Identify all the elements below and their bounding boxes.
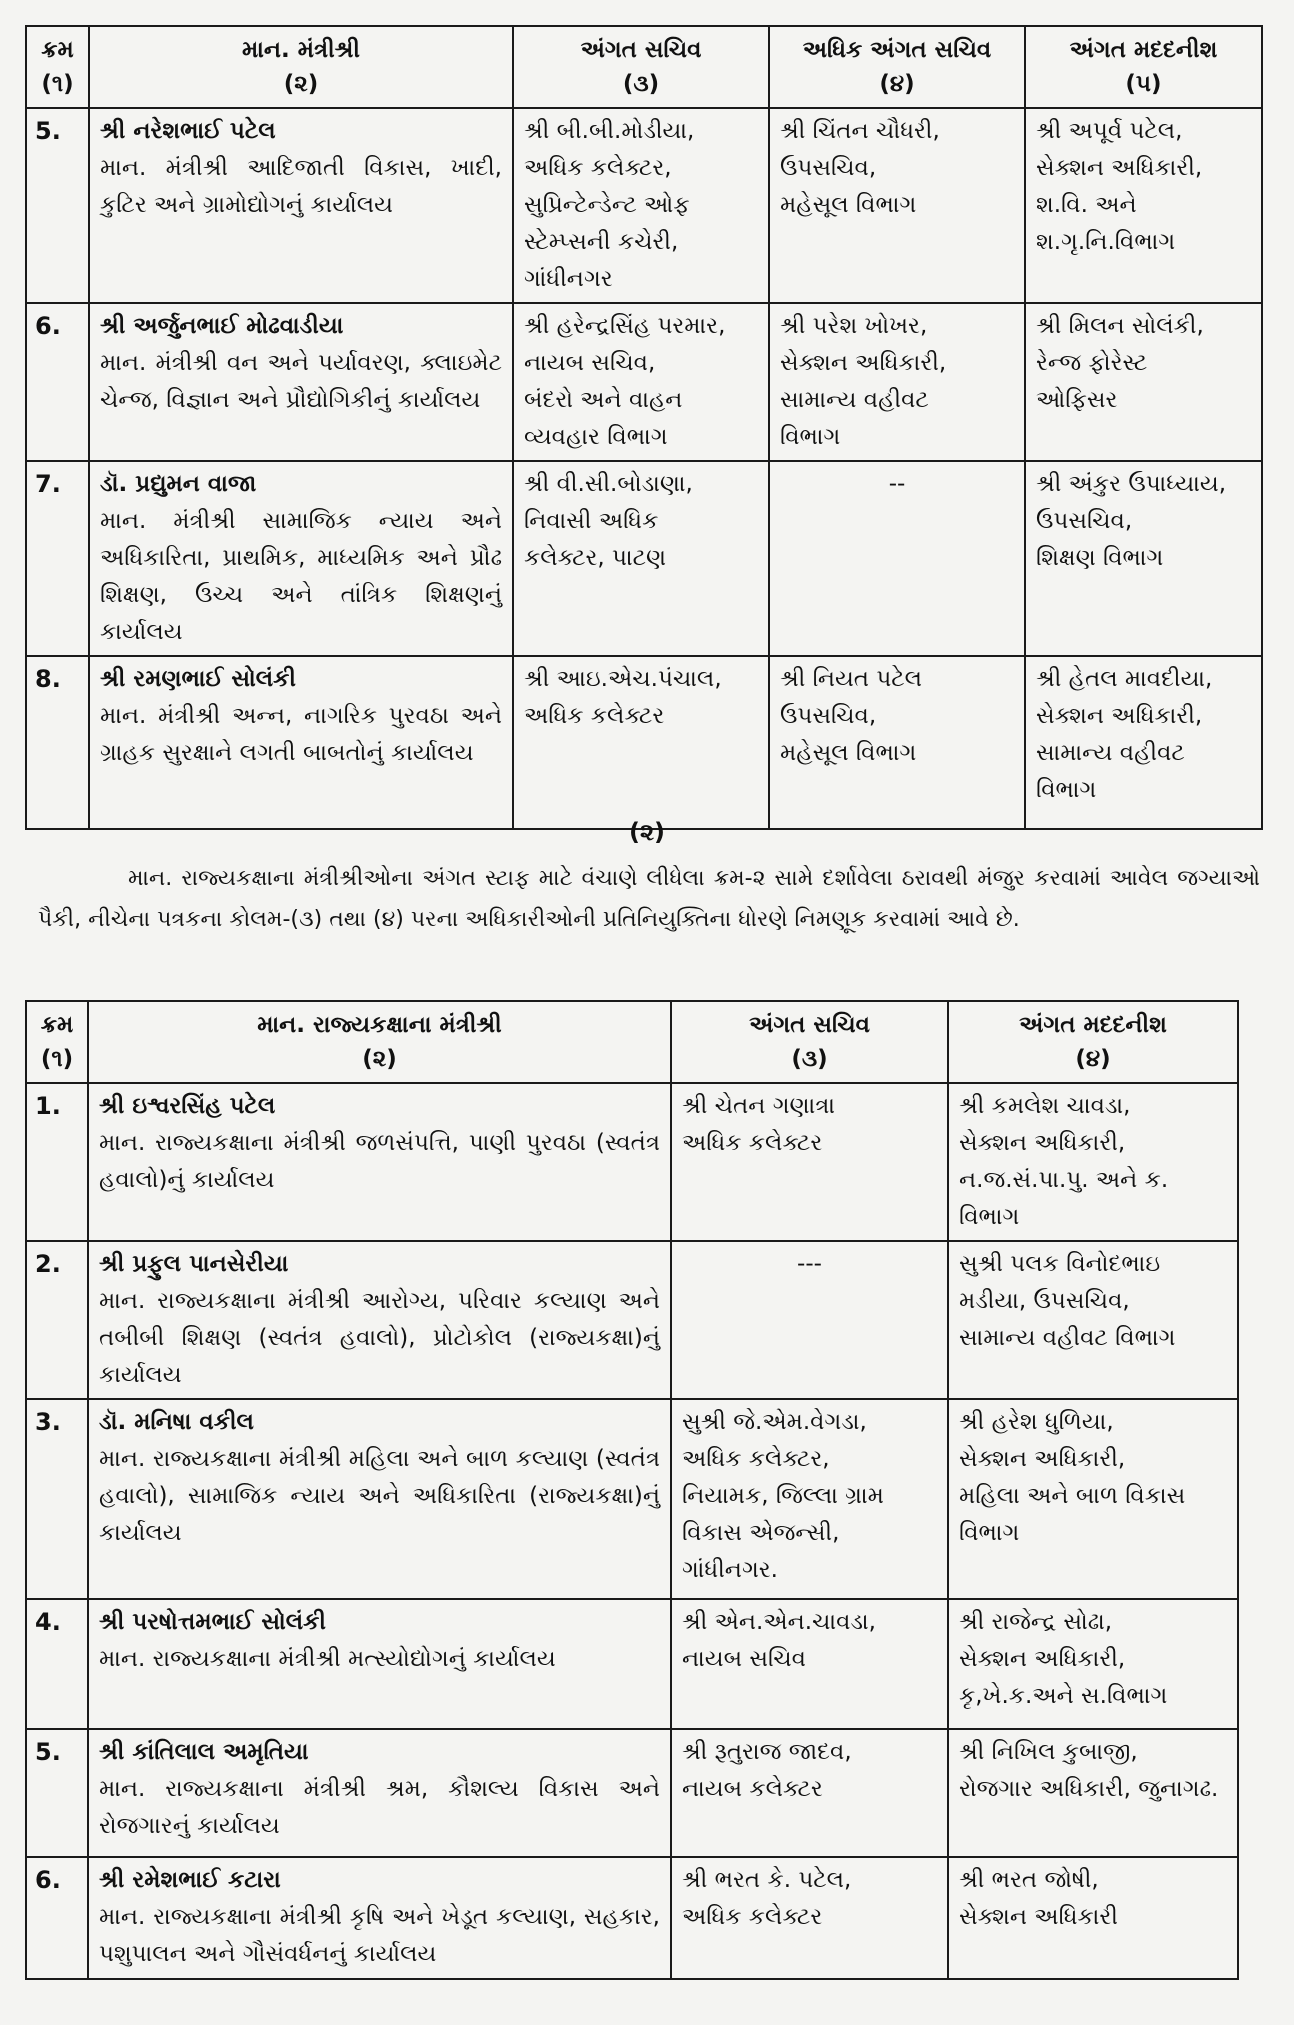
minister-cell — [89, 108, 513, 303]
cell-line: નિયામક, જિલ્લા ગ્રામ — [682, 1483, 884, 1509]
cell-line: કૃ,ખે.ક.અને સ.વિભાગ — [959, 1683, 1168, 1709]
minister-office: માન. મંત્રીશ્રી વન અને પર્યાવરણ, ક્લાઇમેટ ચેન્જ, વિજ્ઞાન અને પ્રૌદ્યોગિકીનું કાર્યાલય — [100, 350, 502, 413]
table-row — [26, 1399, 1238, 1599]
cell-line: શ્રી પરેશ ખોખર, — [780, 313, 928, 339]
cell-line: શ્રી ચિંતન ચૌધરી, — [780, 118, 940, 144]
personal-assistant-cell — [1025, 656, 1262, 829]
minister-name: શ્રી નરેશભાઈ પટેલ — [100, 118, 276, 144]
cell-line: રેન્જ ફોરેસ્ટ — [1036, 350, 1148, 376]
cell-line: શ્રી વી.સી.બોડાણા, — [524, 471, 693, 497]
section-paragraph — [38, 858, 1260, 940]
minister-office: માન. મંત્રીશ્રી સામાજિક ન્યાય અને અધિકારિતા, પ્રાથમિક, માધ્યમિક અને પ્રૌઢ શિક્ષણ, ઉચ્ચ અને તાંત્રિક શિક્ષણનું કાર્યાલય — [100, 508, 502, 645]
table-header-row — [26, 26, 1262, 108]
serial-number: 2. — [26, 1241, 88, 1399]
table-row — [26, 656, 1262, 829]
cell-line: શ્રી મિલન સોલંકી, — [1036, 313, 1204, 339]
minister-name: શ્રી રમણભાઈ સોલંકી — [100, 666, 296, 692]
cell-line: શ્રી અપૂર્વ પટેલ, — [1036, 118, 1183, 144]
personal-assistant-cell — [1025, 461, 1262, 656]
personal-secretary-cell — [671, 1241, 948, 1399]
minister-office: માન. રાજ્યકક્ષાના મંત્રીશ્રી આરોગ્ય, પરિવાર કલ્યાણ અને તબીબી શિક્ષણ (સ્વતંત્ર હવાલો), પ્રોટોકોલ (રાજ્યકક્ષા)નું કાર્યાલય — [99, 1288, 660, 1388]
cell-line: -- — [888, 471, 906, 497]
cell-line: અધિક કલેક્ટર, — [682, 1446, 830, 1472]
col-header-personal-secretary: અંગત સચિવ (૩) — [513, 26, 769, 108]
col-header-serial: ક્રમ (૧) — [26, 1001, 88, 1083]
col-header-personal-secretary: અંગત સચિવ (૩) — [671, 1001, 948, 1083]
serial-number: 1. — [26, 1083, 88, 1241]
additional-personal-secretary-cell — [769, 303, 1025, 461]
cell-line: શ્રી હેતલ માવદીયા, — [1036, 666, 1213, 692]
serial-number: 8. — [26, 656, 89, 829]
table-row — [26, 1729, 1238, 1857]
cell-line: બંદરો અને વાહન — [524, 387, 683, 413]
minister-name: શ્રી રમેશભાઈ કટારા — [99, 1867, 281, 1893]
serial-number: 4. — [26, 1599, 88, 1729]
table-row — [26, 108, 1262, 303]
col-header-personal-assistant: અંગત મદદનીશ (૪) — [948, 1001, 1238, 1083]
minister-office: માન. રાજ્યકક્ષાના મંત્રીશ્રી મત્સ્યોદ્યોગનું કાર્યાલય — [99, 1646, 556, 1672]
personal-secretary-cell — [513, 656, 769, 829]
paragraph-text: માન. રાજ્યકક્ષાના મંત્રીશ્રીઓના અંગત સ્ટાફ માટે વંચાણે લીધેલા ક્રમ-૨ સામે દર્શાવેલા ઠરાવથી મંજુર કરવામાં આવેલ જગ્યાઓ પૈકી, નીચેના પત્રકના કોલમ-(૩) તથા (૪) પરના અધિકારીઓની પ્રતિનિયુક્તિના ધોરણે નિમણૂક કરવામાં આવે છે. — [38, 866, 1260, 932]
cell-line: સુશ્રી પલક વિનોદભાઇ — [959, 1251, 1161, 1277]
cell-line: અધિક કલેક્ટર — [682, 1904, 823, 1930]
cell-line: શ્રી ભરત કે. પટેલ, — [682, 1867, 852, 1893]
cell-line: ગાંધીનગર. — [682, 1557, 778, 1583]
cell-line: અધિક કલેક્ટર, — [524, 155, 672, 181]
minister-office: માન. મંત્રીશ્રી અન્ન, નાગરિક પુરવઠા અને ગ્રાહક સુરક્ષાને લગતી બાબતોનું કાર્યાલય — [100, 703, 502, 766]
cell-line: રોજગાર અધિકારી, જુનાગઢ. — [959, 1776, 1219, 1802]
state-ministers-staff-table — [25, 1000, 1239, 1980]
cell-line: વિભાગ — [959, 1204, 1020, 1230]
cell-line: નિવાસી અધિક — [524, 508, 659, 534]
cell-line: શ્રી હરેન્દ્રસિંહ પરમાર, — [524, 313, 726, 339]
cell-line: શ્રી બી.બી.મોડીયા, — [524, 118, 695, 144]
minister-office: માન. રાજ્યકક્ષાના મંત્રીશ્રી જળસંપત્તિ, પાણી પુરવઠા (સ્વતંત્ર હવાલો)નું કાર્યાલય — [99, 1130, 660, 1193]
cell-line: સેક્શન અધિકારી, — [1036, 703, 1203, 729]
minister-name: શ્રી કાંતિલાલ અમૃતિયા — [99, 1739, 309, 1765]
cell-line: શિક્ષણ વિભાગ — [1036, 545, 1164, 571]
cell-line: અધિક કલેક્ટર — [682, 1130, 823, 1156]
personal-assistant-cell — [948, 1729, 1238, 1857]
serial-number: 3. — [26, 1399, 88, 1599]
cell-line: સુશ્રી જે.એમ.વેગડા, — [682, 1409, 867, 1435]
cell-line: ઉપસચિવ, — [780, 155, 877, 181]
cell-line: શ્રી ચેતન ગણાત્રા — [682, 1093, 835, 1119]
cell-line: શ્રી નિયત પટેલ — [780, 666, 923, 692]
personal-secretary-cell — [671, 1399, 948, 1599]
cell-line: શ્રી કમલેશ ચાવડા, — [959, 1093, 1131, 1119]
section-label: (૨) — [628, 818, 666, 846]
minister-cell — [89, 656, 513, 829]
serial-number: 5. — [26, 108, 89, 303]
cell-line: --- — [797, 1251, 822, 1277]
table-row — [26, 1857, 1238, 1979]
col-header-additional-personal-secretary: અધિક અંગત સચિવ (૪) — [769, 26, 1025, 108]
personal-assistant-cell — [948, 1083, 1238, 1241]
minister-cell — [89, 303, 513, 461]
ministers-staff-table — [25, 25, 1263, 830]
col-header-state-minister: માન. રાજ્યકક્ષાના મંત્રીશ્રી (૨) — [88, 1001, 671, 1083]
serial-number: 5. — [26, 1729, 88, 1857]
cell-line: ન.જ.સં.પા.પુ. અને ક. — [959, 1167, 1169, 1193]
personal-assistant-cell — [948, 1399, 1238, 1599]
minister-name: ડૉ. પ્રદ્યુમન વાજા — [100, 471, 257, 497]
cell-line: વિભાગ — [1036, 777, 1097, 803]
serial-number: 6. — [26, 1857, 88, 1979]
personal-secretary-cell — [513, 461, 769, 656]
personal-assistant-cell — [1025, 303, 1262, 461]
cell-line: ઓફિસર — [1036, 387, 1118, 413]
minister-name: શ્રી પ્રફુલ પાનસેરીયા — [99, 1251, 289, 1277]
minister-name: ડૉ. મનિષા વકીલ — [99, 1409, 254, 1435]
cell-line: કલેક્ટર, પાટણ — [524, 545, 667, 571]
cell-line: ગાંધીનગર — [524, 266, 613, 292]
cell-line: સામાન્ય વહીવટ — [780, 387, 929, 413]
personal-assistant-cell — [948, 1599, 1238, 1729]
personal-secretary-cell — [671, 1857, 948, 1979]
table-row — [26, 1599, 1238, 1729]
cell-line: ઉપસચિવ, — [780, 703, 877, 729]
table-row — [26, 1083, 1238, 1241]
minister-cell — [88, 1083, 671, 1241]
cell-line: વિભાગ — [780, 424, 841, 450]
table-row — [26, 1241, 1238, 1399]
cell-line: શ્રી રાજેન્દ્ર સોઢા, — [959, 1609, 1113, 1635]
personal-secretary-cell — [671, 1729, 948, 1857]
minister-name: શ્રી અર્જુનભાઈ મોઢવાડીયા — [100, 313, 344, 339]
cell-line: સેક્શન અધિકારી, — [959, 1130, 1126, 1156]
cell-line: સેક્શન અધિકારી, — [780, 350, 947, 376]
additional-personal-secretary-cell — [769, 656, 1025, 829]
cell-line: શ્રી આઇ.એચ.પંચાલ, — [524, 666, 722, 692]
minister-cell — [88, 1857, 671, 1979]
cell-line: નાયબ સચિવ, — [524, 350, 656, 376]
minister-cell — [88, 1241, 671, 1399]
table-row — [26, 461, 1262, 656]
cell-line: શ્રી અંકુર ઉપાધ્યાય, — [1036, 471, 1227, 497]
cell-line: સ્ટેમ્પ્સની કચેરી, — [524, 229, 679, 255]
cell-line: સેક્શન અધિકારી, — [959, 1646, 1126, 1672]
cell-line: શ્રી હરેશ ધુળિયા, — [959, 1409, 1114, 1435]
cell-line: સેક્શન અધિકારી — [959, 1904, 1118, 1930]
cell-line: શ્રી નિખિલ કુબાજી, — [959, 1739, 1138, 1765]
cell-line: નાયબ કલેક્ટર — [682, 1776, 823, 1802]
table-row — [26, 303, 1262, 461]
personal-assistant-cell — [948, 1857, 1238, 1979]
personal-secretary-cell — [671, 1599, 948, 1729]
cell-line: મહેસૂલ વિભાગ — [780, 192, 917, 218]
minister-cell — [88, 1729, 671, 1857]
minister-office: માન. રાજ્યકક્ષાના મંત્રીશ્રી કૃષિ અને ખેડૂત કલ્યાણ, સહકાર, પશુપાલન અને ગૌસંવર્ધનનું કાર્યાલય — [99, 1904, 660, 1967]
cell-line: સામાન્ય વહીવટ — [1036, 740, 1185, 766]
personal-assistant-cell — [948, 1241, 1238, 1399]
additional-personal-secretary-cell — [769, 461, 1025, 656]
cell-line: સુપ્રિન્ટેન્ડેન્ટ ઓફ — [524, 192, 690, 218]
minister-office: માન. રાજ્યકક્ષાના મંત્રીશ્રી શ્રમ, કૌશલ્ય વિકાસ અને રોજગારનું કાર્યાલય — [99, 1776, 660, 1839]
cell-line: શ.વિ. અને — [1036, 192, 1137, 218]
minister-cell — [89, 461, 513, 656]
cell-line: સામાન્ય વહીવટ વિભાગ — [959, 1325, 1176, 1351]
col-header-serial: ક્રમ (૧) — [26, 26, 89, 108]
cell-line: વિકાસ એજન્સી, — [682, 1520, 840, 1546]
table-header-row — [26, 1001, 1238, 1083]
personal-secretary-cell — [513, 108, 769, 303]
cell-line: શ્રી ભરત જોષી, — [959, 1867, 1099, 1893]
minister-cell — [88, 1399, 671, 1599]
minister-office: માન. રાજ્યકક્ષાના મંત્રીશ્રી મહિલા અને બાળ કલ્યાણ (સ્વતંત્ર હવાલો), સામાજિક ન્યાય અને અધિકારિતા (રાજ્યકક્ષા)નું કાર્યાલય — [99, 1446, 660, 1546]
serial-number: 6. — [26, 303, 89, 461]
cell-line: વિભાગ — [959, 1520, 1020, 1546]
personal-assistant-cell — [1025, 108, 1262, 303]
cell-line: મડીયા, ઉપસચિવ, — [959, 1288, 1130, 1314]
cell-line: મહિલા અને બાળ વિકાસ — [959, 1483, 1186, 1509]
cell-line: શ.ગૃ.નિ.વિભાગ — [1036, 229, 1176, 255]
minister-office: માન. મંત્રીશ્રી આદિજાતી વિકાસ, ખાદી, કુટિર અને ગ્રામોદ્યોગનું કાર્યાલય — [100, 155, 502, 218]
cell-line: અધિક કલેક્ટર — [524, 703, 665, 729]
cell-line: શ્રી એન.એન.ચાવડા, — [682, 1609, 876, 1635]
minister-name: શ્રી ઇશ્વરસિંહ પટેલ — [99, 1093, 276, 1119]
additional-personal-secretary-cell — [769, 108, 1025, 303]
minister-name: શ્રી પરષોત્તમભાઈ સોલંકી — [99, 1609, 326, 1635]
col-header-personal-assistant: અંગત મદદનીશ (૫) — [1025, 26, 1262, 108]
cell-line: વ્યવહાર વિભાગ — [524, 424, 668, 450]
col-header-minister: માન. મંત્રીશ્રી (૨) — [89, 26, 513, 108]
personal-secretary-cell — [671, 1083, 948, 1241]
cell-line: ઉપસચિવ, — [1036, 508, 1133, 534]
minister-cell — [88, 1599, 671, 1729]
cell-line: સેક્શન અધિકારી, — [1036, 155, 1203, 181]
serial-number: 7. — [26, 461, 89, 656]
cell-line: નાયબ સચિવ — [682, 1646, 806, 1672]
cell-line: મહેસૂલ વિભાગ — [780, 740, 917, 766]
cell-line: સેક્શન અધિકારી, — [959, 1446, 1126, 1472]
personal-secretary-cell — [513, 303, 769, 461]
cell-line: શ્રી રૂતુરાજ જાદવ, — [682, 1739, 852, 1765]
